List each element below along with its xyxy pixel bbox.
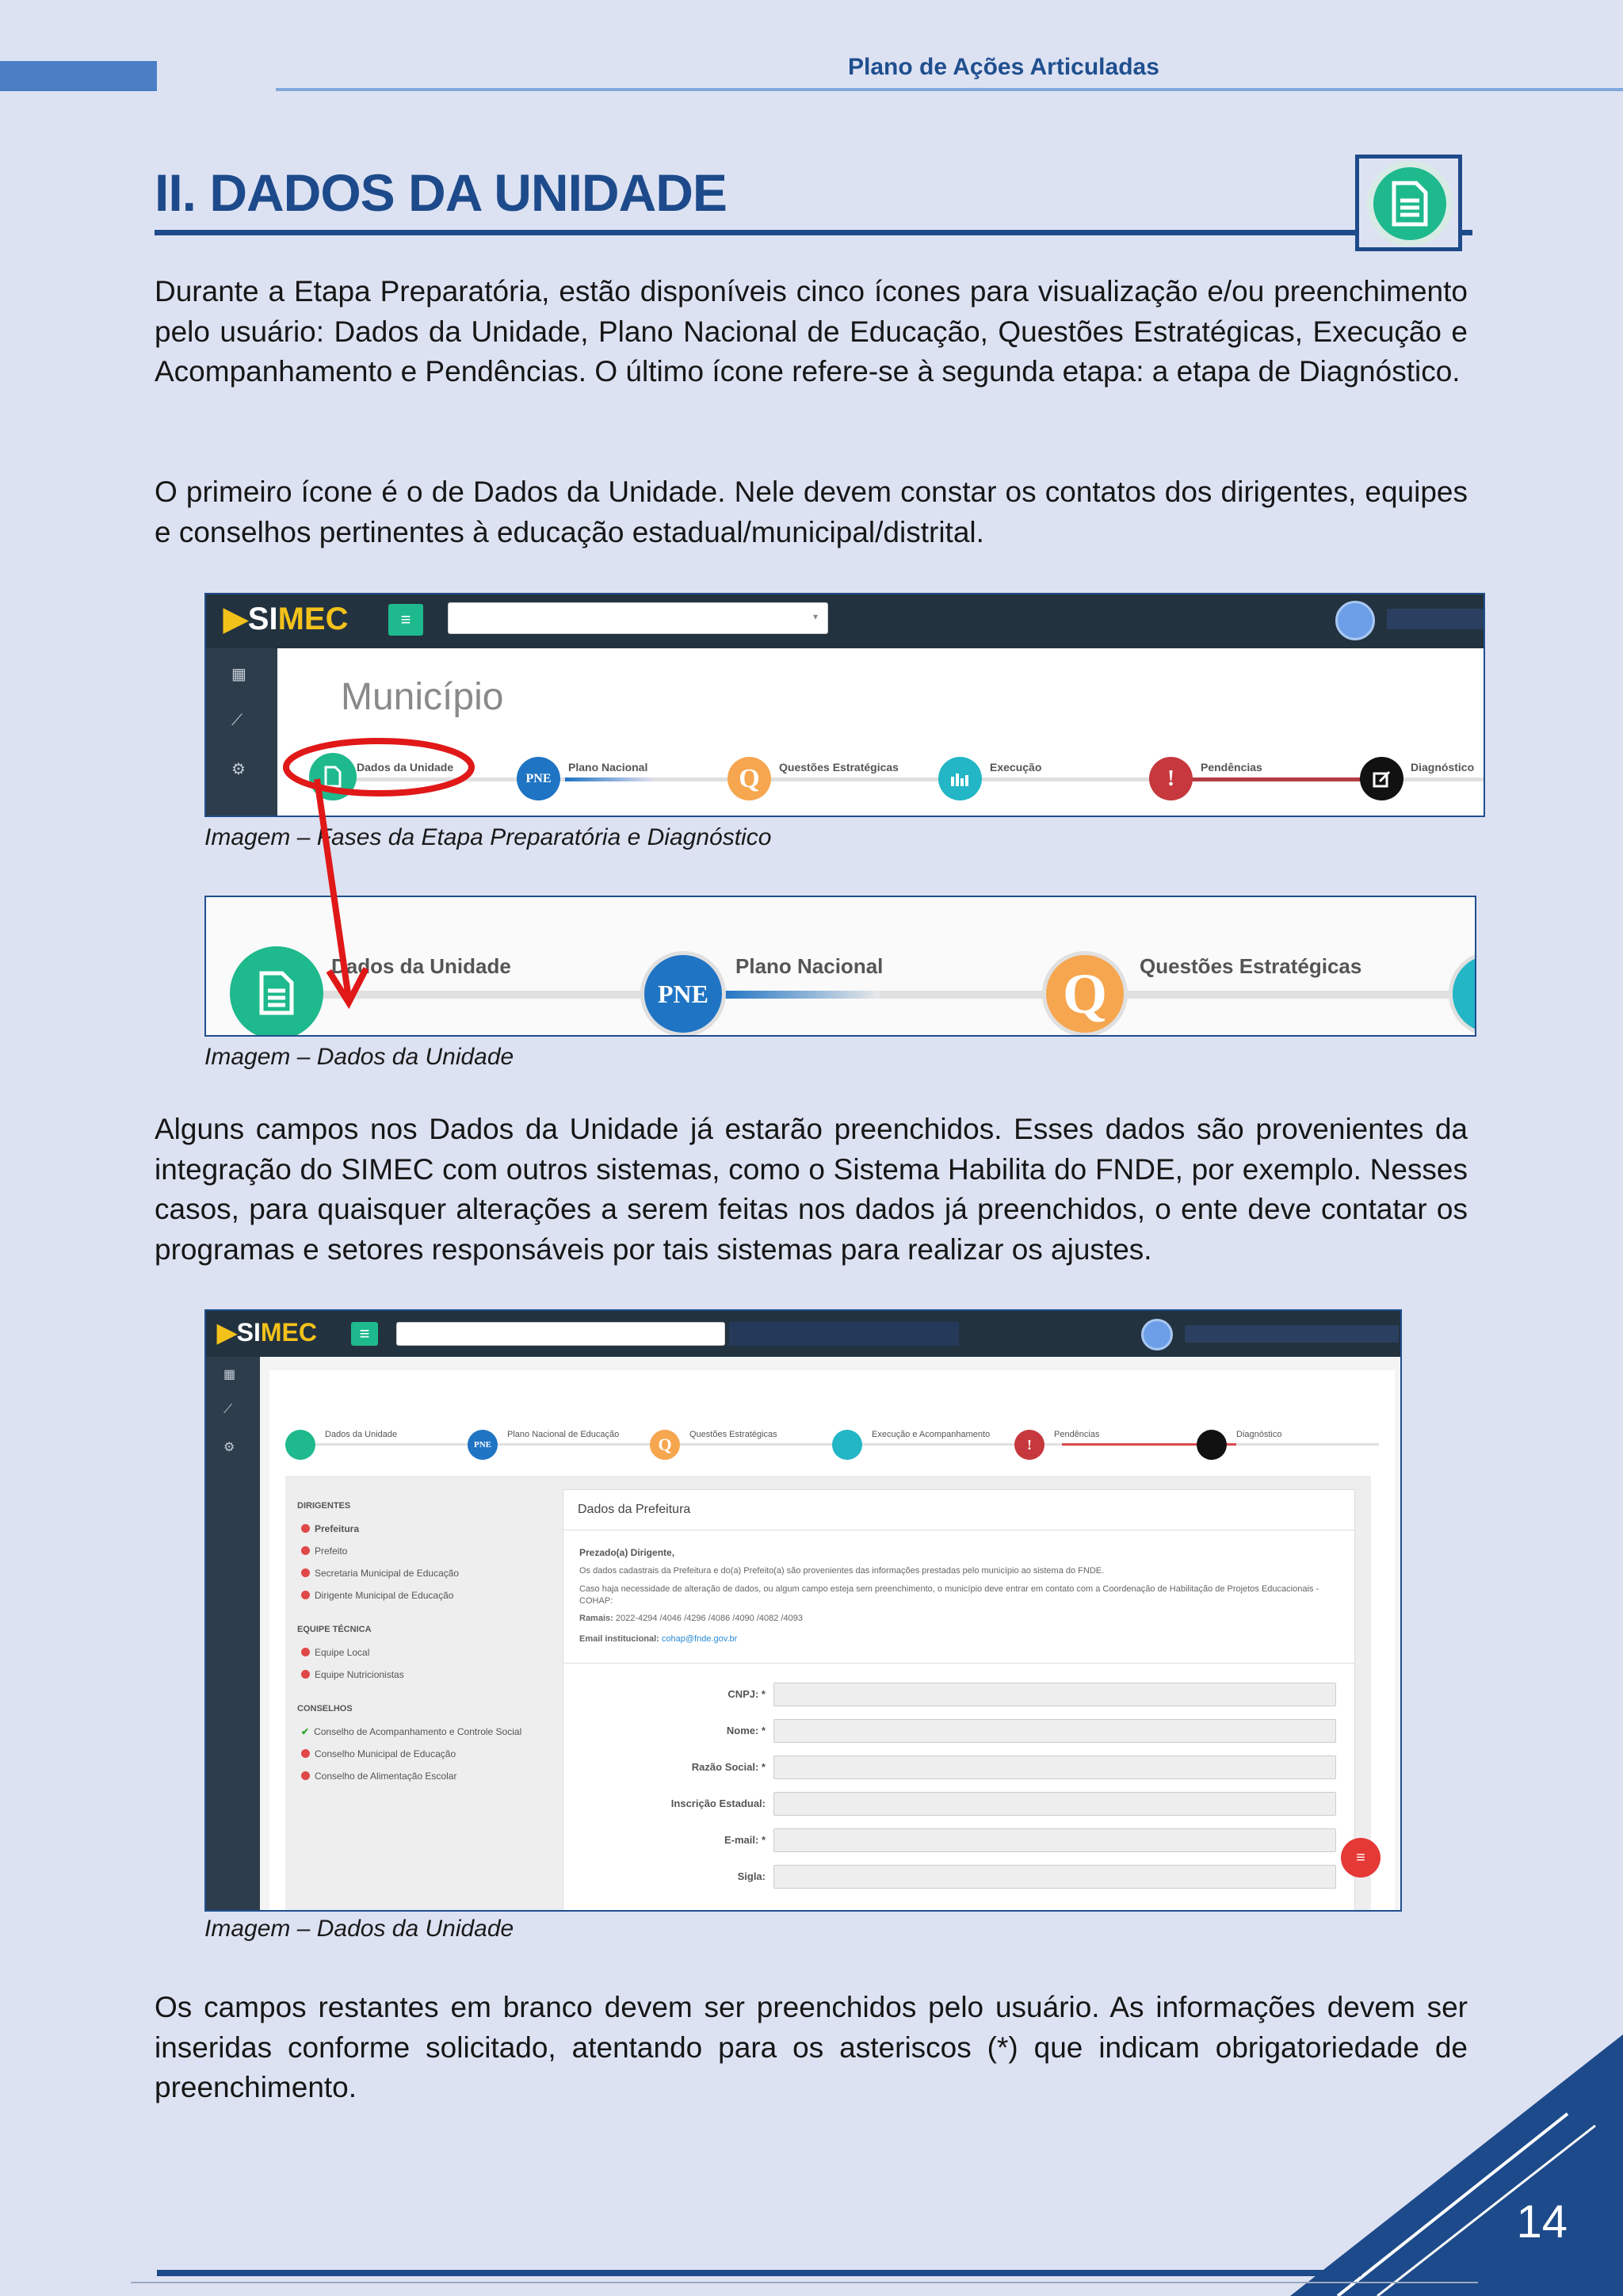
footer-rule (157, 2270, 1361, 2276)
sigla-field[interactable] (773, 1865, 1336, 1889)
mini-step-dados[interactable] (285, 1430, 315, 1460)
caption-phases: Imagem – Fases da Etapa Preparatória e Diagnóstico (204, 824, 772, 850)
caption-dados-2: Imagem – Dados da Unidade (204, 1916, 514, 1942)
mini-step-diagnostico[interactable] (1197, 1430, 1227, 1460)
nav-dirigente[interactable]: Dirigente Municipal de Educação (301, 1590, 453, 1601)
user-name (1387, 609, 1485, 629)
simec-logo-2: ▶SIMEC (217, 1318, 317, 1347)
step-questoes-label[interactable]: Questões Estratégicas (779, 761, 899, 774)
header-title: Plano de Ações Articuladas (848, 54, 1159, 80)
nav-prefeitura[interactable]: Prefeitura (301, 1523, 359, 1534)
nav-conselho-acomp[interactable]: ✔ Conselho de Acompanhamento e Controle Social (301, 1726, 522, 1737)
header-accent-bar (0, 61, 157, 91)
settings-icon[interactable]: ⚙ (231, 761, 246, 778)
email-link[interactable]: cohap@fnde.gov.br (661, 1634, 738, 1644)
email-field[interactable] (773, 1828, 1336, 1852)
zoom-questoes-icon[interactable]: Q (1042, 951, 1128, 1037)
section-rule (155, 230, 1472, 235)
corner-decoration (1290, 2034, 1623, 2296)
dashboard-icon[interactable]: ▦ (223, 1368, 236, 1381)
step-diagnostico-label[interactable]: Diagnóstico (1411, 761, 1475, 774)
step-questoes-icon[interactable]: Q (727, 757, 771, 800)
screenshot-dados-form: ▶SIMEC ≡ ▦ ⟋ ⚙ Dados da Unidade PNE Plano Nacional de Educação Q Questões Estratégicas Execução e Acompanhamento ! Pendências Diagnóstico DIRIGENTES Prefeitura Prefeito Secretaria Municipal de Educação Dirigente Municipal de Educação EQUIPE TÉCNICA Equipe Local Equipe Nutricionistas CONSELHOS ✔ Conselho de Acompanhamento e Controle Social Conselho Municipal de Educação Conselho de Alimentação Escolar Dados da Prefeitura Prezado(a) Dirigente, Os dados cadastrais da Prefeitura e do(a) Prefeito(a) são provenientes das informações prestadas pelo município ao sistema do FNDE. Caso haja necessidade de alteração de dados, ou algum campo esteja sem preenchimento, o município deve entrar em contato com a Coordenação de Habilitação de Projetos Educacionais - COHAP: Ramais: 2022-4294 /4046 /4296 /4086 /4090 /4082 /4093 Email institucional: cohap@fnde.gov.br CNPJ: * Nome: * Razão Social: * Inscrição Estadual: E-mail: * Sigla: ≡ (204, 1309, 1402, 1912)
chart-icon[interactable]: ⟋ (223, 1403, 233, 1416)
inscricao-estadual-field[interactable] (773, 1792, 1336, 1816)
step-pne-label[interactable]: Plano Nacional (568, 761, 648, 774)
panel-dados-prefeitura: Dados da Prefeitura Prezado(a) Dirigente, Os dados cadastrais da Prefeitura e do(a) Prefeito(a) são provenientes das informações prestadas pelo município ao sistema do FNDE. Caso haja necessidade de alteração de dados, ou algum campo esteja sem preenchimento, o município deve entrar em contato com a Coordenação de Habilitação de Projetos Educacionais - COHAP: Ramais: 2022-4294 /4046 /4296 /4086 /4090 /4082 /4093 Email institucional: cohap@fnde.gov.br CNPJ: * Nome: * Razão Social: * Inscrição Estadual: E-mail: * Sigla: (563, 1489, 1355, 1912)
section-title (155, 162, 727, 223)
mini-step-pne[interactable]: PNE (468, 1430, 498, 1460)
nav-prefeito[interactable]: Prefeito (301, 1545, 347, 1557)
zoom-pne-label[interactable]: Plano Nacional (735, 954, 884, 978)
page-number: 14 (1516, 2196, 1568, 2248)
mini-step-pendencias[interactable]: ! (1014, 1430, 1044, 1460)
side-nav-2 (206, 1357, 260, 1912)
mini-step-execucao[interactable] (832, 1430, 862, 1460)
mini-step-questoes[interactable]: Q (650, 1430, 680, 1460)
zoom-dados-icon[interactable] (230, 946, 323, 1037)
step-execucao-label[interactable]: Execução (990, 761, 1042, 774)
caption-dados-1: Imagem – Dados da Unidade (204, 1044, 514, 1070)
section-number: II. (155, 163, 197, 222)
zoom-dados-label[interactable]: Dados da Unidade (331, 954, 511, 978)
cnpj-field[interactable] (773, 1683, 1336, 1706)
section-title-text: DADOS DA UNIDADE (209, 163, 727, 222)
unit-select-2[interactable] (396, 1322, 725, 1346)
simec-topbar (206, 594, 1484, 648)
document-icon (1367, 161, 1453, 246)
nav-secretaria[interactable]: Secretaria Municipal de Educação (301, 1568, 459, 1579)
step-pne-icon[interactable]: PNE (517, 757, 560, 800)
simec-topbar-2 (206, 1311, 1400, 1357)
simec-logo: ▶SIMEC (223, 602, 349, 636)
chart-icon[interactable]: ⟋ (231, 712, 242, 729)
user-avatar-2[interactable] (1141, 1319, 1173, 1350)
nav-conselho-municipal[interactable]: Conselho Municipal de Educação (301, 1748, 456, 1759)
paragraph-fill-fields: Os campos restantes em branco devem ser preenchidos pelo usuário. As informações devem ser inseridas conforme solicitado, atentando para os asteriscos (*) que indicam obrigatoriedade de preenchimento. (155, 1991, 1468, 2103)
razao-social-field[interactable] (773, 1755, 1336, 1779)
screenshot-phases (204, 593, 1485, 817)
zoom-questoes-label[interactable]: Questões Estratégicas (1140, 954, 1362, 978)
paragraph-first-icon: O primeiro ícone é o de Dados da Unidade. Nele devem constar os contatos dos dirigentes, equipes e conselhos pertinentes à educação estadual/municipal/distrital. (155, 476, 1468, 548)
step-dados-icon[interactable] (309, 753, 357, 800)
step-pendencias-icon[interactable]: ! (1149, 757, 1193, 800)
step-dados-label[interactable]: Dados da Unidade (357, 761, 454, 774)
step-execucao-icon[interactable] (938, 757, 982, 800)
zoom-pne-icon[interactable]: PNE (640, 951, 726, 1037)
page-heading: Município (341, 676, 504, 718)
zoom-execucao-icon[interactable] (1449, 951, 1476, 1037)
unit-select[interactable]: ▾ (448, 602, 828, 634)
nav-equipe-nutri[interactable]: Equipe Nutricionistas (301, 1669, 404, 1680)
nome-field[interactable] (773, 1719, 1336, 1743)
header-rule (276, 88, 1623, 91)
step-pendencias-label[interactable]: Pendências (1201, 761, 1262, 774)
floating-menu-button[interactable]: ≡ (1341, 1838, 1381, 1878)
paragraph-integration: Alguns campos nos Dados da Unidade já estarão preenchidos. Esses dados são provenientes da integração do SIMEC com outros sistemas, como o Sistema Habilita do FNDE, por exemplo. Nesses casos, para quaisquer alterações a serem feitas nos dados já preenchidos, o ente deve contatar os programas e setores responsáveis por tais sistemas para realizar os ajustes. (155, 1113, 1468, 1266)
settings-icon[interactable]: ⚙ (223, 1441, 235, 1454)
nav-conselho-alimentacao[interactable]: Conselho de Alimentação Escolar (301, 1771, 456, 1782)
user-avatar[interactable] (1335, 601, 1375, 640)
nav-equipe-local[interactable]: Equipe Local (301, 1647, 369, 1658)
dashboard-icon[interactable]: ▦ (231, 666, 246, 683)
step-diagnostico-icon[interactable] (1360, 757, 1403, 800)
paragraph-intro: Durante a Etapa Preparatória, estão disponíveis cinco ícones para visualização e/ou preenchimento pelo usuário: Dados da Unidade, Plano Nacional de Educação, Questões Estratégicas, Execução e Acompanhamento e Pendências. O último ícone refere-se à segunda etapa: a etapa de Diagnóstico. (155, 275, 1468, 388)
menu-button[interactable]: ≡ (388, 604, 423, 636)
screenshot-steps-zoom (204, 896, 1476, 1037)
menu-button-2[interactable]: ≡ (351, 1322, 378, 1346)
side-nav (206, 648, 277, 817)
footer-thin-rule (131, 2282, 1478, 2283)
